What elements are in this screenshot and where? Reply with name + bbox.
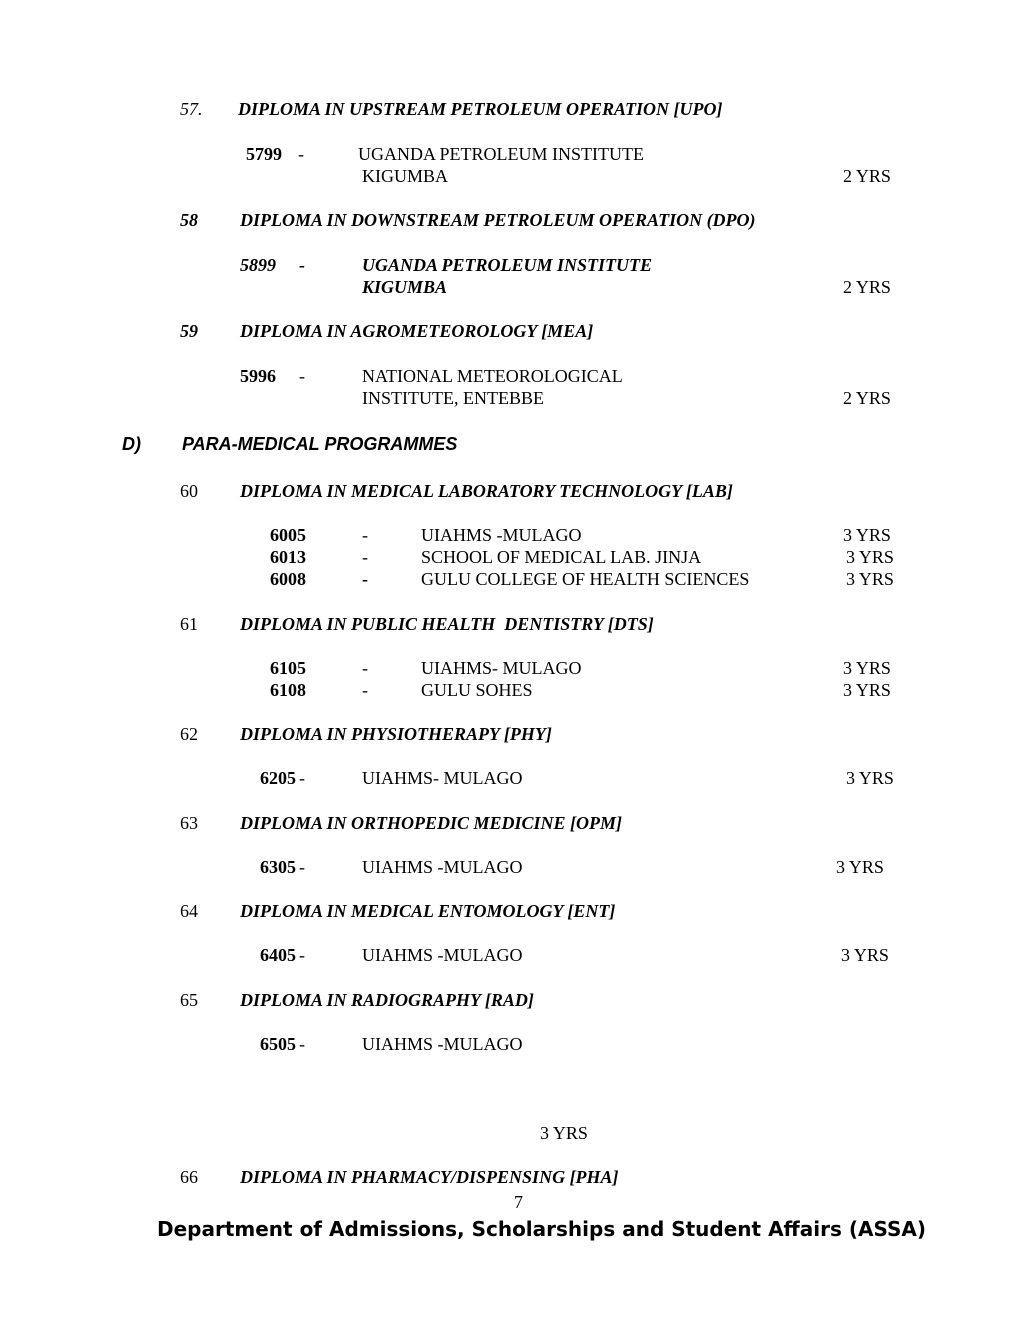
programme-59-duration: 2 YRS <box>843 388 891 408</box>
programme-64-title: DIPLOMA IN MEDICAL ENTOMOLOGY [ENT] <box>240 901 616 921</box>
programme-61-code: 6105 <box>270 658 306 678</box>
programme-59-code: 5996 <box>240 366 276 386</box>
programme-65-dash: - <box>299 1034 305 1054</box>
programme-64-number: 64 <box>180 901 198 921</box>
programme-57-institution-location: KIGUMBA <box>362 166 449 186</box>
programme-60-code: 6008 <box>270 569 306 589</box>
programme-63-duration: 3 YRS <box>836 857 884 877</box>
programme-62-institution: UIAHMS- MULAGO <box>362 768 523 788</box>
programme-61-duration: 3 YRS <box>843 680 891 700</box>
programme-59-institution-location: INSTITUTE, ENTEBBE <box>362 388 544 408</box>
footer-department-title: Department of Admissions, Scholarships and Student Affairs (ASSA) <box>157 1217 926 1241</box>
programme-58-number: 58 <box>180 210 198 230</box>
programme-61-number: 61 <box>180 614 198 634</box>
programme-60-code: 6005 <box>270 525 306 545</box>
programme-60-number: 60 <box>180 481 198 501</box>
programme-61-code: 6108 <box>270 680 306 700</box>
programme-59-title: DIPLOMA IN AGROMETEOROLOGY [MEA] <box>240 321 594 341</box>
programme-60-duration: 3 YRS <box>846 569 894 589</box>
programme-64-code: 6405 <box>260 945 296 965</box>
programme-58-duration: 2 YRS <box>843 277 891 297</box>
programme-65-title: DIPLOMA IN RADIOGRAPHY [RAD] <box>240 990 534 1010</box>
programme-64-dash: - <box>299 945 305 965</box>
programme-63-number: 63 <box>180 813 198 833</box>
programme-62-duration: 3 YRS <box>846 768 894 788</box>
programme-60-institution: UIAHMS -MULAGO <box>421 525 582 545</box>
programme-66-number: 66 <box>180 1167 198 1187</box>
programme-59-institution: NATIONAL METEOROLOGICAL <box>362 366 623 386</box>
programme-61-duration: 3 YRS <box>843 658 891 678</box>
programme-65-code: 6505 <box>260 1034 296 1054</box>
programme-60-institution: GULU COLLEGE OF HEALTH SCIENCES <box>421 569 750 589</box>
programme-58-title: DIPLOMA IN DOWNSTREAM PETROLEUM OPERATION (DPO) <box>240 210 756 230</box>
programme-61-institution: GULU SOHES <box>421 680 533 700</box>
programme-63-code: 6305 <box>260 857 296 877</box>
programme-60-dash: - <box>362 547 368 567</box>
programme-57-duration: 2 YRS <box>843 166 891 186</box>
section-d-title: PARA-MEDICAL PROGRAMMES <box>182 434 458 454</box>
programme-58-institution: UGANDA PETROLEUM INSTITUTE <box>362 255 653 275</box>
programme-63-dash: - <box>299 857 305 877</box>
programme-59-number: 59 <box>180 321 198 341</box>
programme-64-institution: UIAHMS -MULAGO <box>362 945 523 965</box>
programme-57-institution: UGANDA PETROLEUM INSTITUTE <box>358 144 644 164</box>
programme-60-title: DIPLOMA IN MEDICAL LABORATORY TECHNOLOGY [LAB] <box>240 481 733 501</box>
programme-60-dash: - <box>362 525 368 545</box>
programme-61-dash: - <box>362 658 368 678</box>
programme-57-code: 5799 <box>246 144 282 164</box>
programme-61-dash: - <box>362 680 368 700</box>
programme-60-duration: 3 YRS <box>846 547 894 567</box>
programme-60-institution: SCHOOL OF MEDICAL LAB. JINJA <box>421 547 702 567</box>
programme-62-number: 62 <box>180 724 198 744</box>
programme-58-dash: - <box>299 255 305 275</box>
programme-62-title: DIPLOMA IN PHYSIOTHERAPY [PHY] <box>240 724 552 744</box>
programme-58-institution-location: KIGUMBA <box>362 277 448 297</box>
programme-57-dash: - <box>298 144 304 164</box>
page-number: 7 <box>514 1192 523 1212</box>
programme-62-dash: - <box>299 768 305 788</box>
programme-60-code: 6013 <box>270 547 306 567</box>
programme-60-dash: - <box>362 569 368 589</box>
programme-65-duration: 3 YRS <box>540 1123 588 1143</box>
programme-59-dash: - <box>299 366 305 386</box>
programme-63-title: DIPLOMA IN ORTHOPEDIC MEDICINE [OPM] <box>240 813 623 833</box>
programme-65-institution: UIAHMS -MULAGO <box>362 1034 523 1054</box>
programme-61-title: DIPLOMA IN PUBLIC HEALTH DENTISTRY [DTS] <box>240 614 654 634</box>
programme-65-number: 65 <box>180 990 198 1010</box>
programme-57-number: 57. <box>180 99 203 119</box>
programme-62-code: 6205 <box>260 768 296 788</box>
programme-61-institution: UIAHMS- MULAGO <box>421 658 582 678</box>
programme-60-duration: 3 YRS <box>843 525 891 545</box>
section-d-letter: D) <box>122 434 141 454</box>
programme-58-code: 5899 <box>240 255 276 275</box>
programme-66-title: DIPLOMA IN PHARMACY/DISPENSING [PHA] <box>240 1167 619 1187</box>
programme-64-duration: 3 YRS <box>841 945 889 965</box>
programme-63-institution: UIAHMS -MULAGO <box>362 857 523 877</box>
programme-57-title: DIPLOMA IN UPSTREAM PETROLEUM OPERATION [UPO] <box>238 99 723 119</box>
